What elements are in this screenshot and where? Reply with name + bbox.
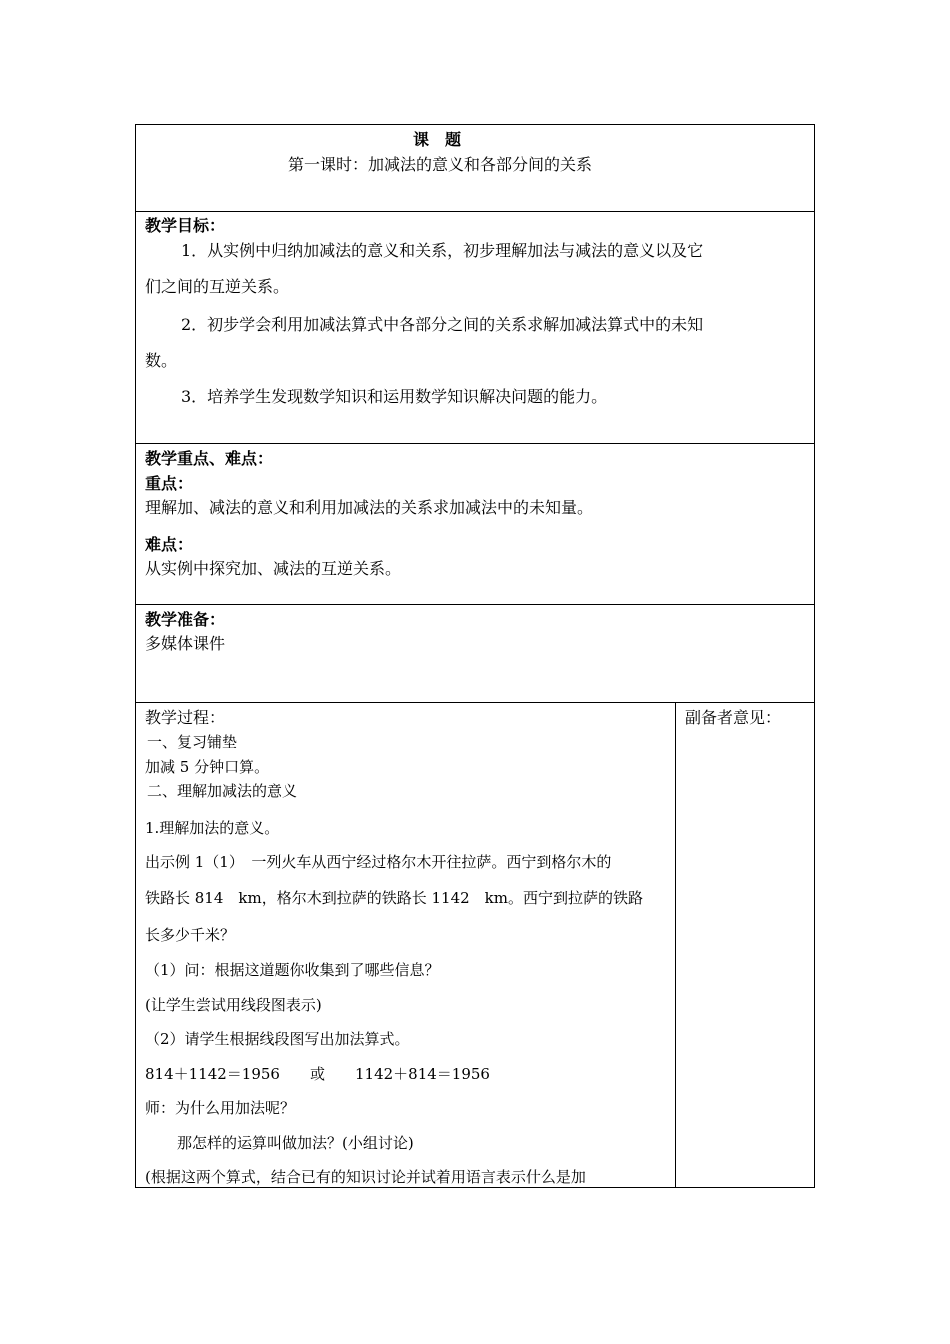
process-line: 一、复习铺垫 [147, 733, 238, 751]
objectives-heading: 教学目标： [145, 216, 226, 235]
process-line: 1.理解加法的意义。 [145, 819, 280, 837]
process-line: 814＋1142＝1956 或 1142＋814＝1956 [145, 1065, 490, 1083]
process-line: 二、理解加减法的意义 [147, 782, 298, 800]
process-line: （2）请学生根据线段图写出加法算式。 [145, 1030, 410, 1048]
row-divider [135, 443, 815, 444]
process-line: 那怎样的运算叫做加法？(小组讨论) [177, 1134, 414, 1152]
process-line: 长多少千米？ [145, 926, 236, 944]
objective-line: 1．从实例中归纳加减法的意义和关系，初步理解加法与减法的意义以及它 [181, 241, 704, 260]
row-divider [135, 604, 815, 605]
row-divider [135, 702, 815, 703]
process-line: 出示例 1（1） 一列火车从西宁经过格尔木开往拉萨。西宁到格尔木的 [145, 853, 612, 871]
column-divider [675, 702, 676, 1188]
objective-line: 数。 [145, 351, 178, 370]
difficulty-text: 从实例中探究加、减法的互逆关系。 [145, 559, 402, 578]
objective-line: 2．初步学会利用加减法算式中各部分之间的关系求解加减法算式中的未知 [181, 315, 704, 334]
objective-line: 们之间的互逆关系。 [145, 277, 290, 296]
lesson-title: 第一课时：加减法的意义和各部分间的关系 [288, 155, 593, 174]
process-line: (让学生尝试用线段图表示) [145, 996, 322, 1014]
process-line: (根据这两个算式，结合已有的知识讨论并试着用语言表示什么是加 [145, 1168, 586, 1186]
difficulty-label: 难点： [145, 535, 194, 554]
reviewer-comments-heading: 副备者意见： [685, 708, 782, 727]
process-line: （1）问：根据这道题你收集到了哪些信息？ [145, 961, 440, 979]
process-line: 铁路长 814 km，格尔木到拉萨的铁路长 1142 km。西宁到拉萨的铁路 [145, 889, 643, 907]
process-line: 加减 5 分钟口算。 [145, 758, 270, 776]
keypoints-heading: 教学重点、难点： [145, 449, 274, 468]
process-line: 师：为什么用加法呢？ [145, 1099, 296, 1117]
topic-heading: 课 题 [413, 130, 462, 149]
row-divider [135, 211, 815, 212]
process-heading: 教学过程： [145, 708, 226, 727]
preparation-text: 多媒体课件 [145, 634, 226, 653]
focus-label: 重点： [145, 474, 194, 493]
focus-text: 理解加、减法的意义和利用加减法的关系求加减法中的未知量。 [145, 498, 594, 517]
objective-line: 3．培养学生发现数学知识和运用数学知识解决问题的能力。 [181, 387, 608, 406]
preparation-heading: 教学准备： [145, 610, 226, 629]
